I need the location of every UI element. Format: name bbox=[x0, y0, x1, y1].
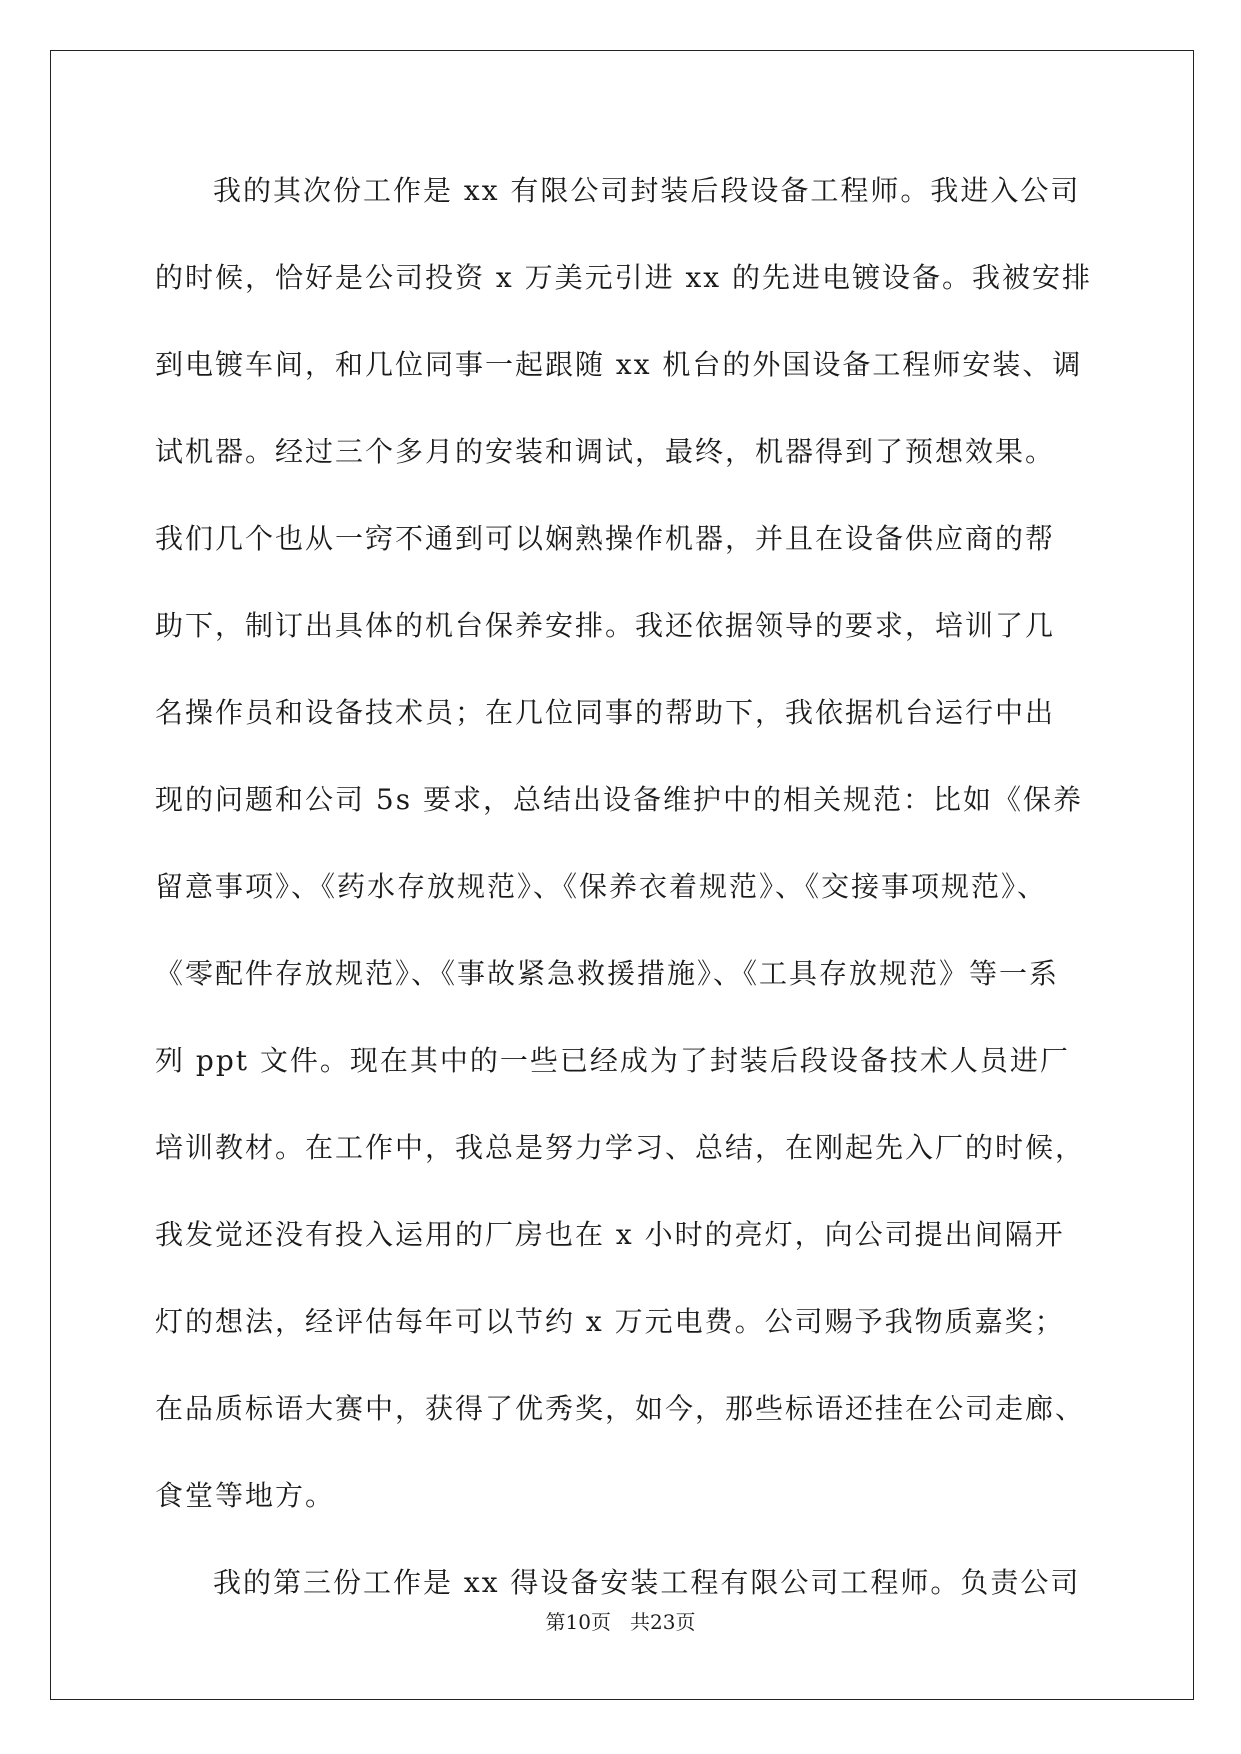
paragraph-line: 到电镀车间，和几位同事一起跟随 xx 机台的外国设备工程师安装、调 bbox=[155, 348, 1083, 381]
paragraph-line: 《零配件存放规范》、《事故紧急救援措施》、《工具存放规范》等一系 bbox=[155, 957, 1060, 990]
page-total: 共23页 bbox=[630, 1610, 696, 1634]
paragraph-line: 试机器。经过三个多月的安装和调试，最终，机器得到了预想效果。 bbox=[155, 435, 1056, 468]
page-footer bbox=[0, 1606, 1241, 1635]
page-number: 第10页 bbox=[545, 1610, 611, 1634]
paragraph-line: 我的其次份工作是 xx 有限公司封装后段设备工程师。我进入公司 bbox=[213, 174, 1081, 207]
document-body bbox=[155, 166, 1090, 1645]
paragraph-line: 的时候，恰好是公司投资 x 万美元引进 xx 的先进电镀设备。我被安排 bbox=[155, 261, 1092, 294]
paragraph-line: 我发觉还没有投入运用的厂房也在 x 小时的亮灯，向公司提出间隔开 bbox=[155, 1218, 1065, 1251]
paragraph-line: 助下，制订出具体的机台保养安排。我还依据领导的要求，培训了几 bbox=[155, 609, 1056, 642]
paragraph-line: 培训教材。在工作中，我总是努力学习、总结，在刚起先入厂的时候， bbox=[155, 1131, 1086, 1164]
paragraph-line: 灯的想法，经评估每年可以节约 x 万元电费。公司赐予我物质嘉奖； bbox=[155, 1305, 1065, 1338]
paragraph-line: 食堂等地方。 bbox=[155, 1479, 336, 1512]
paragraph-line: 留意事项》、《药水存放规范》、《保养衣着规范》、《交接事项规范》、 bbox=[155, 870, 1048, 903]
paragraph-line: 名操作员和设备技术员；在几位同事的帮助下，我依据机台运行中出 bbox=[155, 696, 1056, 729]
paragraph-line: 列 ppt 文件。现在其中的一些已经成为了封装后段设备技术人员进厂 bbox=[155, 1044, 1070, 1077]
paragraph-line: 在品质标语大赛中，获得了优秀奖，如今，那些标语还挂在公司走廊、 bbox=[155, 1392, 1086, 1425]
paragraph-line: 我的第三份工作是 xx 得设备安装工程有限公司工程师。负责公司 bbox=[213, 1566, 1081, 1599]
paragraph-line: 我们几个也从一窍不通到可以娴熟操作机器，并且在设备供应商的帮 bbox=[155, 522, 1056, 555]
paragraph-line: 现的问题和公司 5s 要求，总结出设备维护中的相关规范：比如《保养 bbox=[155, 783, 1083, 816]
